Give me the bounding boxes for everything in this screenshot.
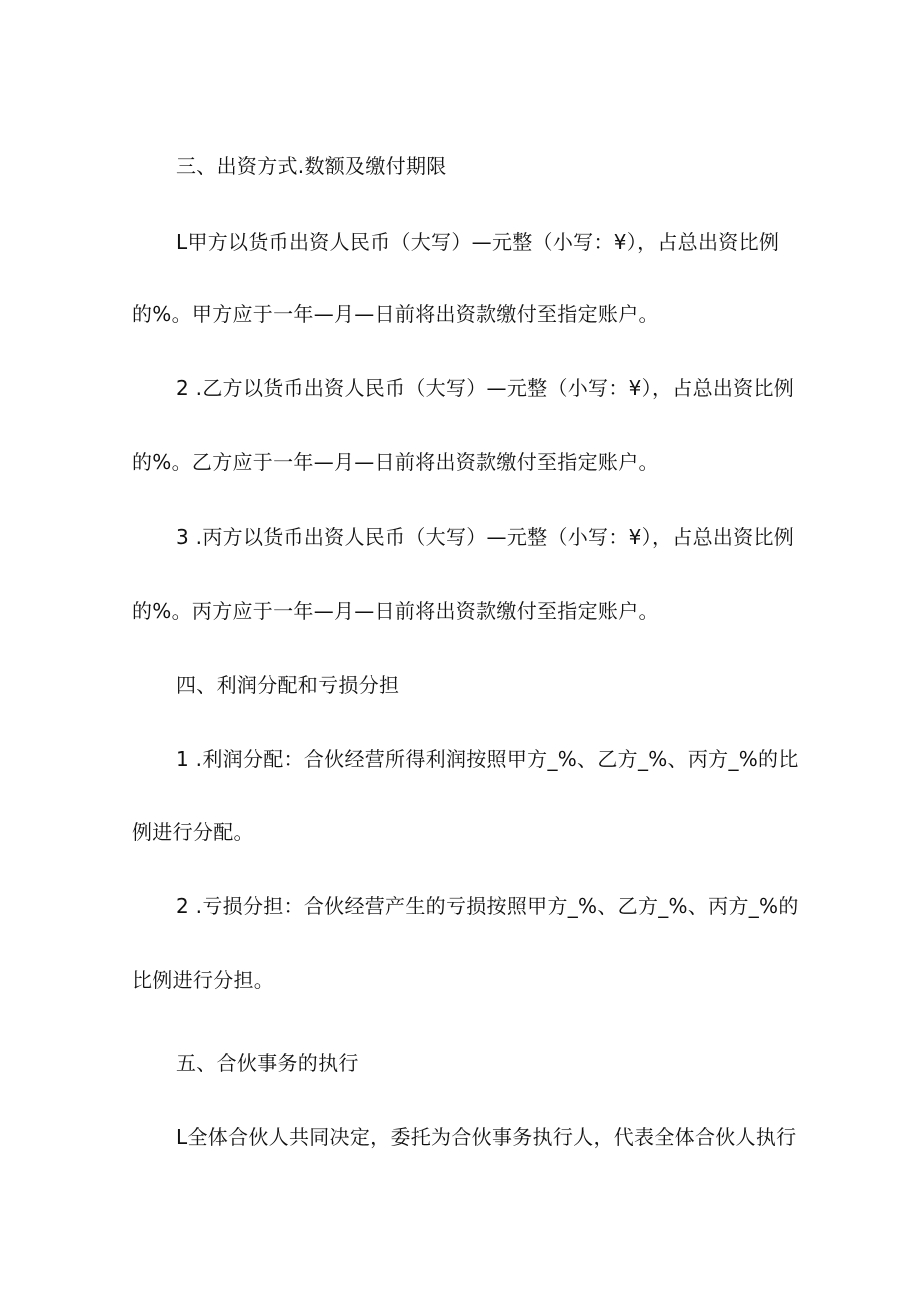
section-4-item-2-line-1: 2 .亏损分担：合伙经营产生的亏损按照甲方_%、乙方_%、丙方_%的: [176, 894, 799, 918]
section-4-item-1-line-2: 例进行分配。: [132, 820, 254, 844]
section-3-item-1-line-2: 的%。甲方应于一年—月—日前将出资款缴付至指定账户。: [132, 302, 659, 326]
section-4-item-1-line-1: 1 .利润分配：合伙经营所得利润按照甲方_%、乙方_%、丙方_%的比: [176, 747, 799, 771]
section-3-item-3-line-1: 3 .丙方以货币出资人民币（大写）—元整（小写：¥），占总出资比例: [176, 525, 795, 549]
section-4-item-2-line-2: 比例进行分担。: [132, 968, 275, 992]
section-4-heading: 四、利润分配和亏损分担: [176, 673, 400, 697]
section-5-heading: 五、合伙事务的执行: [176, 1051, 359, 1075]
section-5-item-1-line-1: L全体合伙人共同决定，委托为合伙事务执行人，代表全体合伙人执行: [176, 1125, 797, 1149]
section-3-item-3-line-2: 的%。丙方应于一年—月—日前将出资款缴付至指定账户。: [132, 599, 659, 623]
section-3-item-1-line-1: L甲方以货币出资人民币（大写）—元整（小写：¥），占总出资比例: [176, 230, 780, 254]
section-3-item-2-line-2: 的%。乙方应于一年—月—日前将出资款缴付至指定账户。: [132, 450, 659, 474]
section-3-item-2-line-1: 2 .乙方以货币出资人民币（大写）—元整（小写：¥），占总出资比例: [176, 376, 795, 400]
section-3-heading: 三、出资方式.数额及缴付期限: [176, 154, 447, 178]
